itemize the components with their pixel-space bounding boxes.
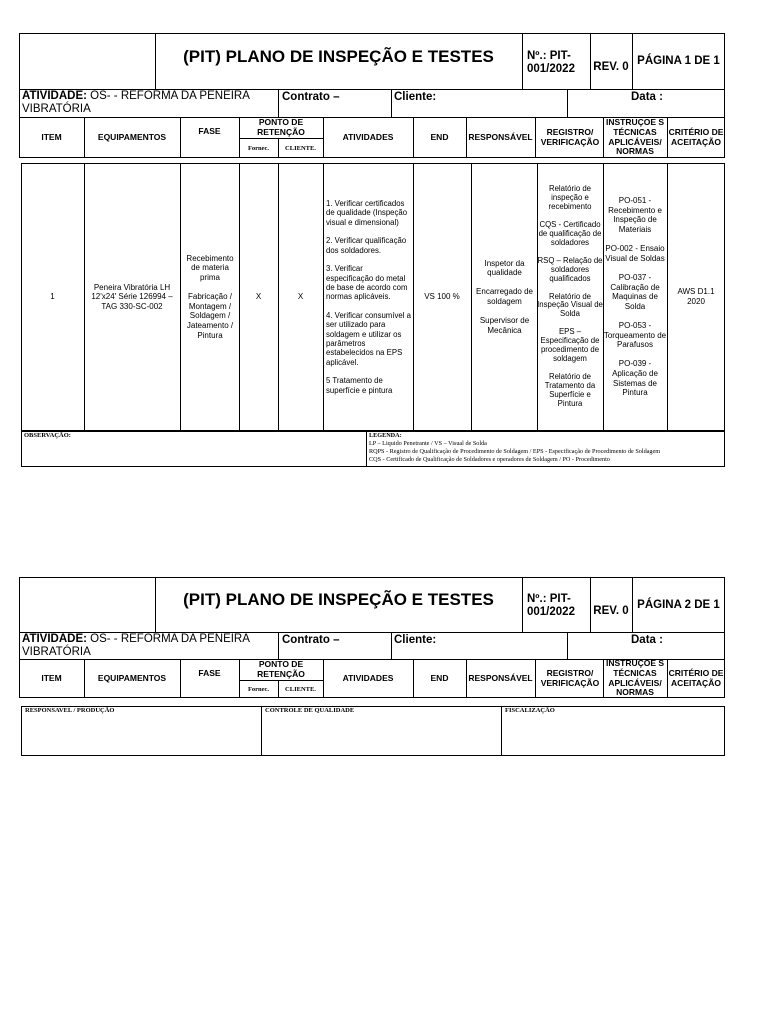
activity-label: ATIVIDADE: xyxy=(22,633,87,645)
row-responsible: Inspetor da qualidade Encarregado de soldagem Supervisor de Mecânica xyxy=(476,258,533,335)
row-supplier-mark: X xyxy=(255,292,262,302)
activity-field xyxy=(22,633,277,659)
document-number: Nº.: PIT- 001/2022 xyxy=(527,50,575,75)
document-title: (PIT) PLANO DE INSPEÇÃO E TESTES xyxy=(183,46,494,66)
row-equipment: Peneira Vibratória LH 12'x24' Série 126994 – TAG 330-SC-002 xyxy=(91,282,173,311)
col-hold-point: PONTO DE RETENÇÃO xyxy=(257,116,305,137)
col-hold-point: PONTO DE RETENÇÃO xyxy=(257,658,305,679)
col-responsible: RESPONSÁVEL xyxy=(468,131,533,142)
col-item: ITEM xyxy=(41,672,62,683)
col-client: CLIENTE. xyxy=(285,144,316,152)
date-label: Data : xyxy=(631,634,663,646)
col-end: END xyxy=(430,131,449,142)
client-label: Cliente: xyxy=(394,91,437,103)
col-record: REGISTRO/ VERIFICAÇÃO xyxy=(540,126,600,147)
col-record: REGISTRO/ VERIFICAÇÃO xyxy=(540,667,600,688)
row-phase: Recebimento de materia prima Fabricação / Montagem / Soldagem / Jateamento / Pintura xyxy=(186,253,234,340)
header-block xyxy=(19,577,725,698)
row-client-mark: X xyxy=(297,292,304,302)
observation-label: OBSERVAÇÃO: xyxy=(24,432,71,439)
row-activities: 1. Verificar certificados de qualidade (Inspeção visual e dimensional) 2. Verificar qualificação dos soldadores. 3. Verificar especificação do metal de base de acordo com normas aplicáveis. 4. Verificar consumível a ser utilizado para soldagem e utilizar os parâmetros estabelecidos na EPS aplicável. 5 Tratamento de superfície e pintura xyxy=(326,198,411,395)
contract-label: Contrato – xyxy=(282,634,340,646)
col-supplier: Fornec. xyxy=(247,685,270,693)
activity-label: ATIVIDADE: xyxy=(22,90,87,102)
col-criteria: CRITÉRIO DE ACEITAÇÃO xyxy=(668,126,724,147)
legend-line: RQPS - Registro de Qualificação de Procedimento de Soldagem / EPS - Especificação de Procedimento de Soldagem xyxy=(369,448,661,456)
page-number: PÁGINA 1 DE 1 xyxy=(637,55,720,67)
col-activities: ATIVIDADES xyxy=(342,131,394,142)
document-title: (PIT) PLANO DE INSPEÇÃO E TESTES xyxy=(183,590,494,609)
row-activities-cell xyxy=(323,163,413,431)
document-number: Nº.: PIT- 001/2022 xyxy=(527,593,575,618)
col-instructions: INSTRUÇOE S TÉCNICAS APLICÁVEIS/ NORMAS xyxy=(605,117,665,157)
row-record: Relatório de inspeção e recebimento CQS - Certificado de qualificação de soldadores RSQ – Relação de soldadores qualificados Relatório de Inspeção Visual de Solda EPS – Especificação de procedimento de soldagem Relatório de Tratamento da Superfície e Pintura xyxy=(537,184,603,408)
col-phase: FASE xyxy=(198,126,221,137)
col-responsible: RESPONSÁVEL xyxy=(468,672,533,683)
signature-inspection-label: FISCALIZAÇÃO xyxy=(505,707,555,714)
revision: REV. 0 xyxy=(593,61,629,73)
col-item: ITEM xyxy=(41,131,62,142)
col-criteria: CRITÉRIO DE ACEITAÇÃO xyxy=(668,667,724,688)
col-activities: ATIVIDADES xyxy=(342,672,394,683)
col-client: CLIENTE. xyxy=(285,685,316,693)
signature-block xyxy=(21,706,725,756)
client-label: Cliente: xyxy=(394,634,437,646)
col-supplier: Fornec. xyxy=(247,144,270,152)
row-end: VS 100 % xyxy=(424,292,460,302)
row-criteria: AWS D1.1 2020 xyxy=(677,287,715,306)
col-phase: FASE xyxy=(198,668,221,679)
legend-title: LEGENDA: xyxy=(369,432,402,439)
revision: REV. 0 xyxy=(593,604,629,617)
legend xyxy=(369,432,724,464)
activity-value: OS- - REFORMA DA PENEIRA VIBRATÓRIA xyxy=(22,633,250,658)
signature-quality-label: CONTROLE DE QUALIDADE xyxy=(265,707,355,714)
col-instructions: INSTRUÇOE S TÉCNICAS APLICÁVEIS/ NORMAS xyxy=(605,658,665,698)
row-instructions: PO-051 - Recebimento e Inspeção de Materiais PO-002 - Ensaio Visual de Soldas PO-037 - Calibração de Maquinas de Solda PO-053 - Torqueamento de Parafusos PO-039 - Aplicação de Sistemas de Pintura xyxy=(603,196,667,398)
contract-label: Contrato – xyxy=(282,91,340,103)
legend-line: LP – Liquido Penetrante / VS – Visual de Solda xyxy=(369,440,487,448)
legend-line: CQS - Certificado de Qualificação de Soldadores e operadores de Soldagem / PO - Procedimento xyxy=(369,456,610,464)
page-number: PÁGINA 2 DE 1 xyxy=(637,598,720,611)
signature-production-label: RESPONSAVEL / PRODUÇÃO xyxy=(25,707,115,714)
row-item: 1 xyxy=(50,292,55,302)
col-equipment: EQUIPAMENTOS xyxy=(97,131,167,142)
date-label: Data : xyxy=(631,91,663,103)
activity-field xyxy=(22,90,277,116)
col-end: END xyxy=(430,672,449,683)
col-equipment: EQUIPAMENTOS xyxy=(97,672,167,683)
activity-value: OS- - REFORMA DA PENEIRA VIBRATÓRIA xyxy=(22,90,250,115)
